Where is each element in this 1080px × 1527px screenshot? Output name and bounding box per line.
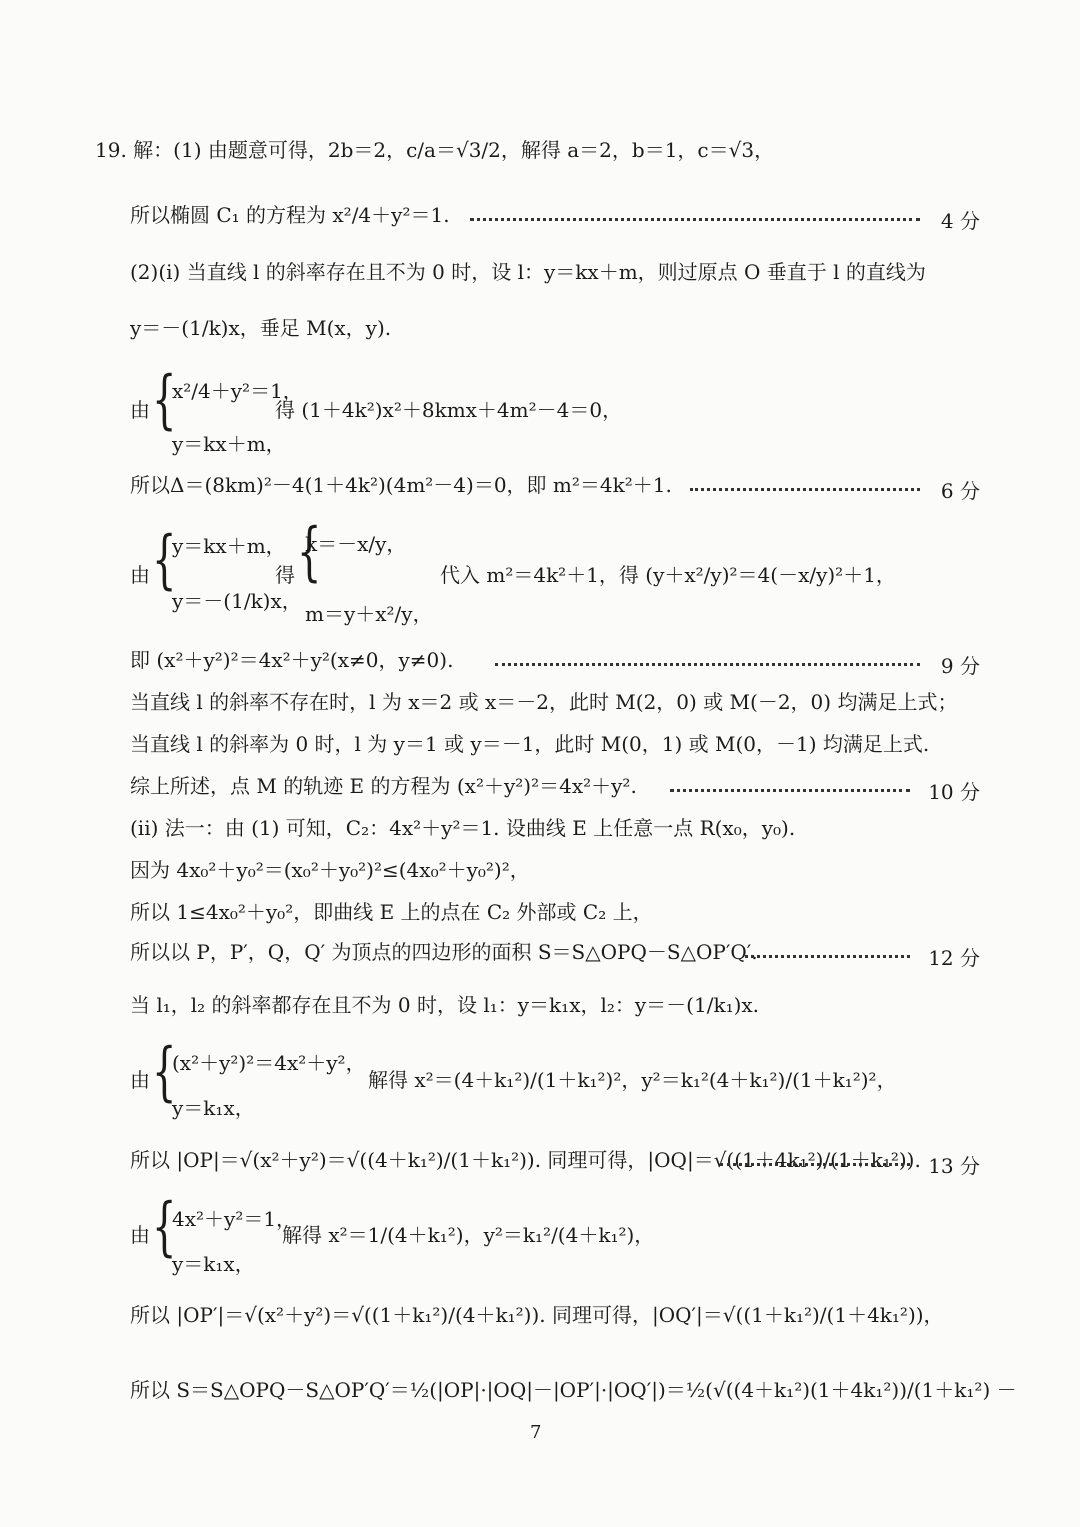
- substitution-line: 代入 m²＝4k²＋1，得 (y＋x²/y)²＝4(－x/y)²＋1，: [440, 563, 896, 587]
- solution-header-line: 19. 解：(1) 由题意可得，2b＝2，c/a＝√3/2，解得 a＝2，b＝1，c＝√3，: [95, 138, 775, 162]
- case-horizontal-line: 当直线 l 的斜率为 0 时，l 为 y＝1 或 y＝－1，此时 M(0，1) 或 M(0，－1) 均满足上式.: [130, 732, 930, 756]
- score-leader-dots: [470, 218, 920, 221]
- system-row: y＝kx＋m，: [172, 432, 286, 456]
- perpendicular-line-text: y＝－(1/k)x，垂足 M(x，y).: [130, 316, 392, 340]
- score-mark: 12 分: [928, 946, 980, 970]
- score-leader-dots: [495, 663, 920, 666]
- page-number: 7: [530, 1422, 542, 1443]
- left-brace-icon: {: [152, 1035, 177, 1109]
- area-formula-line: 所以以 P，P′，Q，Q′ 为顶点的四边形的面积 S＝S△OPQ－S△OP′Q′.: [130, 940, 758, 964]
- case-vertical-line: 当直线 l 的斜率不存在时，l 为 x＝2 或 x＝－2，此时 M(2，0) 或 M(－2，0) 均满足上式；: [130, 690, 958, 714]
- part-2-intro-line: (2)(i) 当直线 l 的斜率存在且不为 0 时，设 l：y＝kx＋m，则过原点 O 垂直于 l 的直线为: [130, 260, 926, 284]
- left-brace-icon: {: [152, 363, 177, 437]
- left-brace-icon: {: [152, 523, 177, 597]
- score-mark: 10 分: [928, 780, 980, 804]
- score-leader-dots: [745, 955, 910, 958]
- system-row: y＝k₁x，: [172, 1096, 255, 1120]
- system-row: y＝k₁x，: [172, 1252, 255, 1276]
- score-leader-dots: [690, 488, 920, 491]
- system-row: x²/4＋y²＝1，: [172, 379, 303, 403]
- system-row: (x²＋y²)²＝4x²＋y²，: [172, 1051, 366, 1075]
- method-one-line: (ii) 法一：由 (1) 可知，C₂：4x²＋y²＝1. 设曲线 E 上任意一点 R(x₀，y₀).: [130, 816, 796, 840]
- system-prefix: 由: [130, 563, 150, 587]
- op-prime-length-line: 所以 |OP′|＝√(x²＋y²)＝√((1＋k₁²)/(4＋k₁²)). 同理可得，|OQ′|＝√((1＋k₁²)/(1＋4k₁²))，: [130, 1303, 944, 1327]
- system-result: 解得 x²＝(4＋k₁²)/(1＋k₁²)²，y²＝k₁²(4＋k₁²)/(1＋k₁²)²，: [368, 1068, 897, 1092]
- score-mark: 4 分: [940, 209, 980, 233]
- score-mark: 9 分: [940, 654, 980, 678]
- ellipse-equation-line: 所以椭圆 C₁ 的方程为 x²/4＋y²＝1.: [130, 203, 450, 227]
- score-mark: 6 分: [940, 479, 980, 503]
- system-row: y＝－(1/k)x，: [172, 589, 302, 613]
- system-row: k＝－x/y，: [305, 532, 407, 556]
- system-connector: 得: [275, 563, 295, 587]
- system-prefix: 由: [130, 1223, 150, 1247]
- score-leader-dots: [720, 1163, 910, 1166]
- system-row: m＝y＋x²/y，: [305, 602, 433, 626]
- locus-equation-line: 即 (x²＋y²)²＝4x²＋y²(x≠0，y≠0).: [130, 648, 454, 672]
- system-prefix: 由: [130, 398, 150, 422]
- op-oq-length-line: 所以 |OP|＝√(x²＋y²)＝√((4＋k₁²)/(1＋k₁²)). 同理可得，|OQ|＝√((1＋4k₁²)/(1＋k₁²)).: [130, 1148, 921, 1172]
- system-result: 得 (1＋4k²)x²＋8kmx＋4m²－4＝0，: [275, 398, 623, 422]
- system-row: 4x²＋y²＝1，: [172, 1207, 297, 1231]
- system-result: 解得 x²＝1/(4＋k₁²)，y²＝k₁²/(4＋k₁²)，: [282, 1223, 655, 1247]
- discriminant-line: 所以Δ＝(8km)²－4(1＋4k²)(4m²－4)＝0，即 m²＝4k²＋1.: [130, 473, 672, 497]
- slopes-line: 当 l₁，l₂ 的斜率都存在且不为 0 时，设 l₁：y＝k₁x，l₂：y＝－(1/k₁)x.: [130, 993, 760, 1017]
- score-mark: 13 分: [928, 1154, 980, 1178]
- outside-curve-line: 所以 1≤4x₀²＋y₀²，即曲线 E 上的点在 C₂ 外部或 C₂ 上，: [130, 900, 653, 924]
- system-prefix: 由: [130, 1068, 150, 1092]
- system-row: y＝kx＋m，: [172, 534, 286, 558]
- left-brace-icon: {: [152, 1190, 177, 1264]
- inequality-line: 因为 4x₀²＋y₀²＝(x₀²＋y₀²)²≤(4x₀²＋y₀²)²，: [130, 858, 530, 882]
- conclusion-line: 综上所述，点 M 的轨迹 E 的方程为 (x²＋y²)²＝4x²＋y².: [130, 774, 637, 798]
- area-expression-line: 所以 S＝S△OPQ－S△OP′Q′＝½(|OP|·|OQ|－|OP′|·|OQ′|)＝½(√((4＋k₁²)(1＋4k₁²))/(1＋k₁²) －: [130, 1378, 1017, 1402]
- score-leader-dots: [670, 789, 910, 792]
- left-brace-icon: {: [297, 515, 322, 589]
